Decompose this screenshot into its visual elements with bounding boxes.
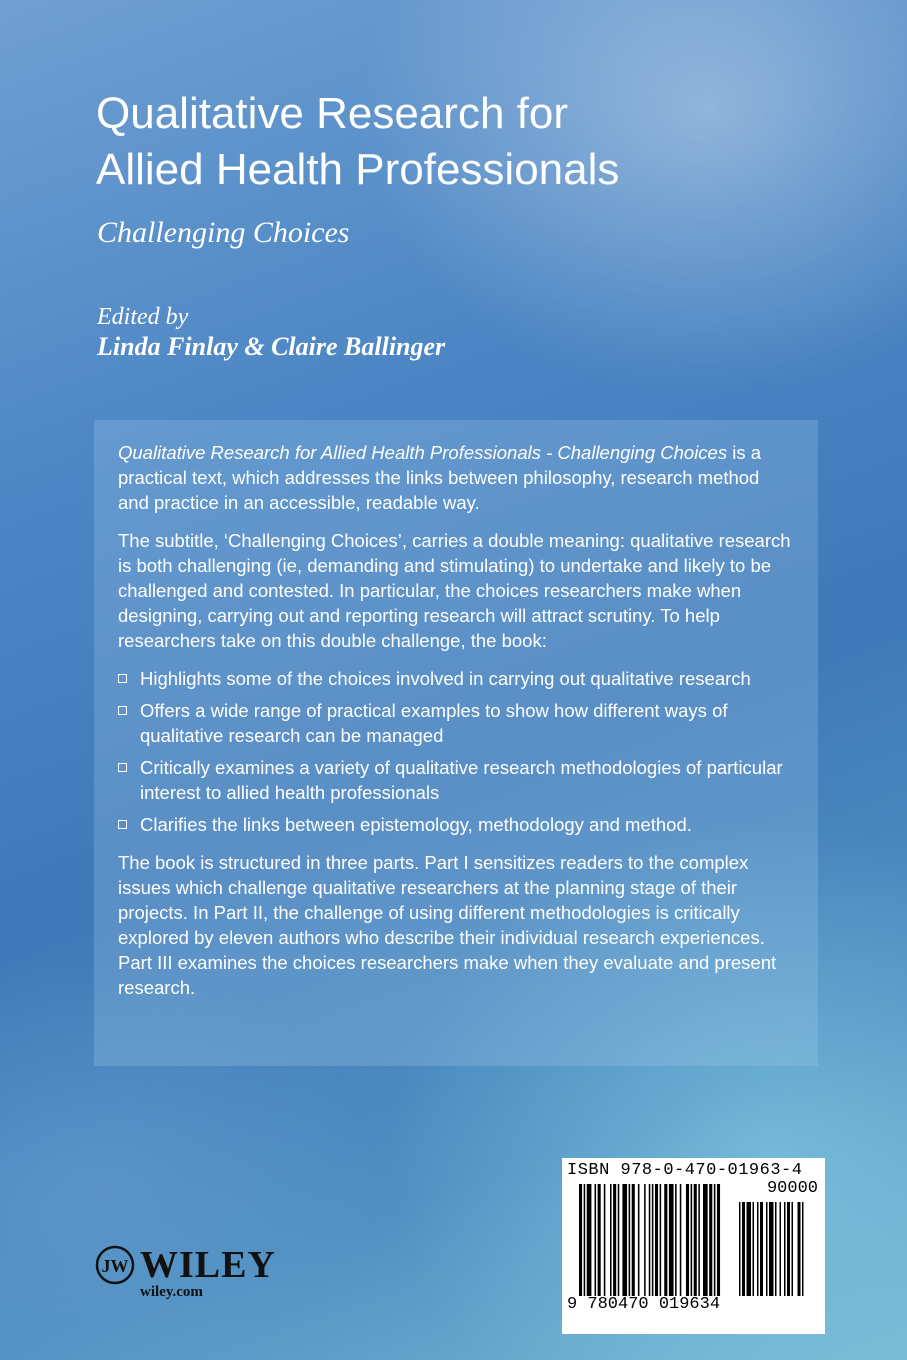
description-panel (94, 420, 818, 1066)
editors-names: Linda Finlay & Claire Ballinger (97, 332, 446, 361)
isbn-number: ISBN 978-0-470-01963-4 (567, 1161, 803, 1180)
description-book-title: Qualitative Research for Allied Health Professionals - Challenging Choices (118, 442, 728, 463)
square-bullet-icon (118, 674, 127, 683)
publisher-logo (94, 1244, 276, 1301)
feature-text: Highlights some of the choices involved in carrying out qualitative research (140, 668, 751, 689)
description-paragraph-1 (118, 440, 794, 515)
book-title (96, 86, 856, 198)
barcode-digits: 9 780470 019634 (567, 1295, 721, 1314)
feature-list (118, 666, 794, 837)
feature-list-item (118, 755, 794, 805)
publisher-url: wiley.com (140, 1284, 203, 1300)
square-bullet-icon (118, 820, 127, 829)
description-paragraph-2: The subtitle, ‘Challenging Choices’, carries a double meaning: qualitative research is both challenging (ie, demanding and stimulating) to undertake and likely to be challenged and contested. In particular, the choices researchers make when designing, carrying out and reporting research will attract scrutiny. To help researchers take on this double challenge, the book: (118, 530, 791, 651)
feature-text: Offers a wide range of practical examples to show how different ways of qualitative research can be managed (140, 700, 728, 746)
wiley-jw-seal-icon (94, 1244, 136, 1286)
feature-text: Critically examines a variety of qualitative research methodologies of particular interest to allied health professionals (140, 757, 783, 803)
edited-by-label: Edited by (97, 304, 189, 330)
feature-list-item (118, 666, 794, 691)
svg-text:JW: JW (101, 1256, 129, 1276)
square-bullet-icon (118, 763, 127, 772)
barcode-bars-icon (567, 1180, 820, 1314)
book-subtitle: Challenging Choices (97, 216, 350, 249)
barcode-bars-area (567, 1180, 820, 1314)
isbn-barcode (562, 1158, 825, 1334)
feature-list-item (118, 698, 794, 748)
feature-text: Clarifies the links between epistemology, methodology and method. (140, 814, 692, 835)
description-paragraph-1-text: is a practical text, which addresses the links between philosophy, research method and practice in an accessible, readable way. (118, 442, 762, 513)
publisher-name: WILEY (140, 1244, 276, 1286)
book-title-line-1: Qualitative Research for (96, 89, 568, 138)
square-bullet-icon (118, 706, 127, 715)
book-title-line-2: Allied Health Professionals (96, 145, 620, 194)
description-paragraph-3: The book is structured in three parts. Part I sensitizes readers to the complex issues which challenge qualitative researchers at the planning stage of their projects. In Part II, the challenge of using different methodologies is critically explored by eleven authors who describe their individual research experiences. Part III examines the choices researchers make when they evaluate and present research. (118, 852, 777, 998)
feature-list-item (118, 812, 794, 837)
price-code: 90000 (766, 1179, 818, 1198)
